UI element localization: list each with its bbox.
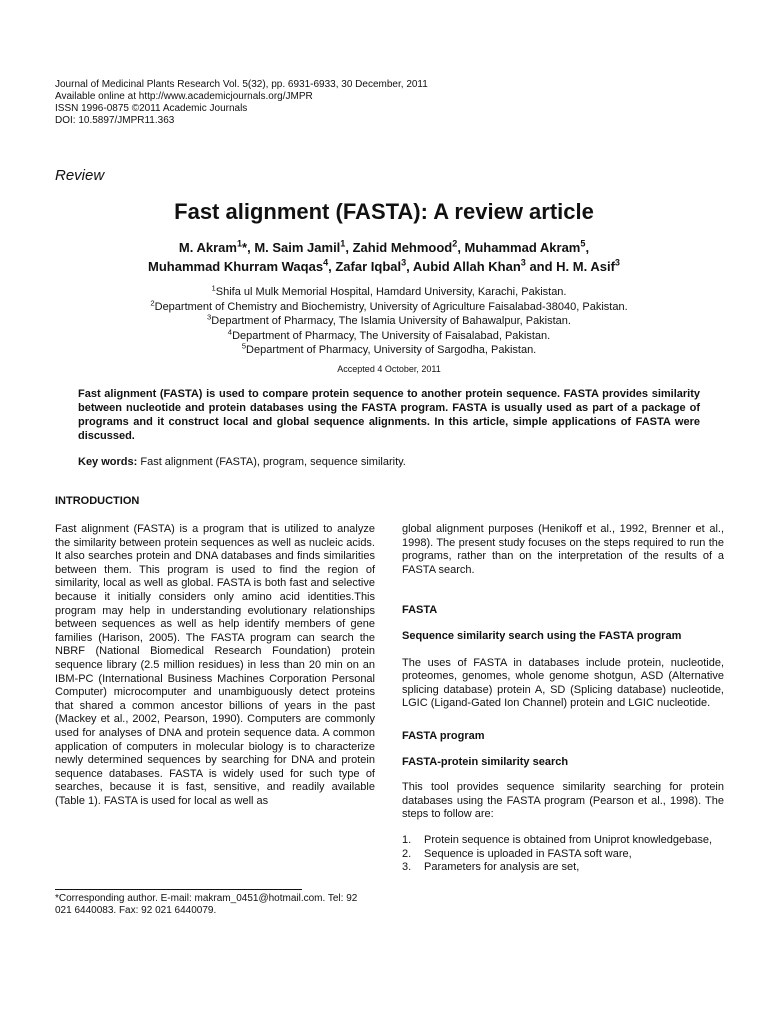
affiliation-sup: 4 bbox=[227, 326, 233, 336]
accepted-date: Accepted 4 October, 2011 bbox=[337, 364, 441, 374]
journal-url: Available online at http://www.academicjournals.org/JMPR bbox=[55, 91, 313, 102]
author-list bbox=[0, 238, 768, 276]
steps-list bbox=[402, 834, 724, 875]
affiliation-list bbox=[0, 285, 768, 358]
author-name: , Muhammad Akram bbox=[457, 240, 581, 255]
affiliation-text: Department of Pharmacy, The Islamia University of Bahawalpur, Pakistan. bbox=[211, 315, 571, 327]
fasta-program-heading: FASTA program bbox=[402, 729, 485, 742]
corresponding-star: * bbox=[242, 240, 248, 255]
footnote-rule bbox=[55, 889, 302, 890]
keywords-label: Key words: bbox=[78, 456, 138, 468]
article-title: Fast alignment (FASTA): A review article bbox=[174, 199, 594, 224]
author-affil-sup: 3 bbox=[614, 257, 620, 268]
step-item bbox=[402, 834, 724, 848]
author-affil-sup: 2 bbox=[452, 238, 458, 249]
corresponding-author-footnote: *Corresponding author. E-mail: makram_0451@hotmail.com. Tel: 92 021 6440083. Fax: 92 021 6440079. bbox=[55, 893, 358, 916]
author-name: , M. Saim Jamil bbox=[247, 240, 341, 255]
affiliation-sup: 1 bbox=[211, 283, 216, 293]
affiliation bbox=[0, 297, 768, 315]
step-text: Sequence is uploaded in FASTA soft ware, bbox=[424, 847, 632, 860]
affiliation-text: Department of Pharmacy, University of Sargodha, Pakistan. bbox=[246, 344, 537, 356]
affiliation-sup: 5 bbox=[241, 341, 247, 351]
author-affil-sup: 1 bbox=[236, 238, 243, 249]
author-name: Muhammad Khurram Waqas bbox=[148, 259, 324, 274]
affiliation-text: Department of Chemistry and Biochemistry, University of Agriculture Faisalabad-38040, Pakistan. bbox=[154, 300, 628, 313]
step-item bbox=[402, 848, 724, 862]
fasta-subheading: Sequence similarity search using the FASTA program bbox=[402, 629, 682, 642]
introduction-heading: INTRODUCTION bbox=[55, 495, 140, 507]
author-name: M. Akram bbox=[178, 240, 237, 255]
step-number: 3. bbox=[402, 861, 412, 874]
affiliation-text: Department of Pharmacy, The University of Faisalabad, Pakistan. bbox=[232, 329, 551, 342]
step-number: 1. bbox=[402, 833, 412, 846]
author-name: and H. M. Asif bbox=[525, 259, 615, 274]
left-column bbox=[55, 523, 375, 808]
author-affil-sup: 3 bbox=[520, 257, 526, 268]
author-line-2 bbox=[0, 257, 768, 276]
introduction-body: Fast alignment (FASTA) is a program that is utilized to analyze the similarity between protein sequences as well as nucleic acids. It also searches protein and DNA databases and finds similarities between them. This program is used to find the region of similarity, local as well as global. FASTA is both fast and selective because it initially considers only amino acid identities.This program may help in understanding evolutionary relationships between sequences as well as help identify members of gene families (Harison, 2005). The FASTA program can search the NBRF (National Biomedical Research Foundation) protein sequence library (2.5 million residues) in less than 20 min on an IBM-PC (International Business Machines Corporation Personal Computer) microcomputer and unambiguously detect proteins that shared a common ancestor billions of years in the past (Mackey et al., 2002, Pearson, 1990). Computers are commonly used for analyses of DNA and protein sequence data. A common application of computers in molecular biology is to characterize newly determined sequences by searching for DNA and protein sequence databases. FASTA is widely used for such type of searches, because it is fast, sensitive, and readily available (Table 1). FASTA is used for local as well as bbox=[55, 523, 375, 807]
affiliation bbox=[0, 343, 768, 358]
author-name: , Aubid Allah Khan bbox=[406, 259, 521, 274]
author-separator: , bbox=[585, 240, 590, 255]
article-type: Review bbox=[55, 167, 105, 184]
right-column bbox=[402, 523, 724, 875]
journal-citation: Journal of Medicinal Plants Research Vol. 5(32), pp. 6931-6933, 30 December, 2011 bbox=[55, 79, 428, 90]
step-number: 2. bbox=[402, 847, 412, 860]
fasta-heading: FASTA bbox=[402, 604, 438, 617]
keywords bbox=[78, 456, 406, 468]
journal-issn: ISSN 1996-0875 ©2011 Academic Journals bbox=[55, 103, 248, 114]
abstract: Fast alignment (FASTA) is used to compare protein sequence to another protein sequence. FASTA provides similarity between nucleotide and protein databases using the FASTA program. FASTA is usually used as part of a package of programs and it construct local and global sequence alignments. In this article, simple applications of FASTA were discussed. bbox=[78, 388, 700, 442]
step-text: Protein sequence is obtained from Uniprot knowledgebase, bbox=[424, 833, 713, 846]
fasta-program-subheading: FASTA-protein similarity search bbox=[402, 755, 569, 768]
author-affil-sup: 1 bbox=[340, 238, 346, 249]
step-item bbox=[402, 861, 724, 875]
journal-header bbox=[55, 79, 428, 127]
affiliation bbox=[0, 285, 768, 300]
step-text: Parameters for analysis are set, bbox=[424, 861, 580, 874]
fasta-body: The uses of FASTA in databases include protein, nucleotide, proteomes, genomes, whole genome shotgun, ASD (Alternative splicing database) protein A, SD (Splicing database) nucleotide, LGIC (Ligand-Gated Ion Channel) protein and LGIC nucleotide. bbox=[402, 656, 724, 710]
author-line-1 bbox=[0, 238, 768, 257]
affiliation-sup: 2 bbox=[150, 297, 155, 307]
affiliation bbox=[0, 314, 768, 329]
affiliation-sup: 3 bbox=[207, 312, 212, 322]
affiliation bbox=[0, 326, 768, 344]
fasta-program-body: This tool provides sequence similarity searching for protein databases using the FASTA program (Pearson et al., 1998). The steps to follow are: bbox=[402, 781, 724, 821]
author-affil-sup: 4 bbox=[323, 257, 329, 268]
author-affil-sup: 3 bbox=[401, 257, 407, 268]
introduction-continued: global alignment purposes (Henikoff et al., 1992, Brenner et al., 1998). The present study focuses on the steps required to run the programs, rather than on the interpretation of the results of a FASTA search. bbox=[402, 523, 724, 576]
keywords-text: Fast alignment (FASTA), program, sequence similarity. bbox=[137, 456, 406, 468]
author-name: , Zahid Mehmood bbox=[345, 240, 453, 255]
affiliation-text: Shifa ul Mulk Memorial Hospital, Hamdard University, Karachi, Pakistan. bbox=[215, 286, 567, 298]
author-name: , Zafar Iqbal bbox=[328, 259, 402, 274]
journal-doi: DOI: 10.5897/JMPR11.363 bbox=[55, 115, 175, 126]
author-affil-sup: 5 bbox=[580, 238, 586, 249]
